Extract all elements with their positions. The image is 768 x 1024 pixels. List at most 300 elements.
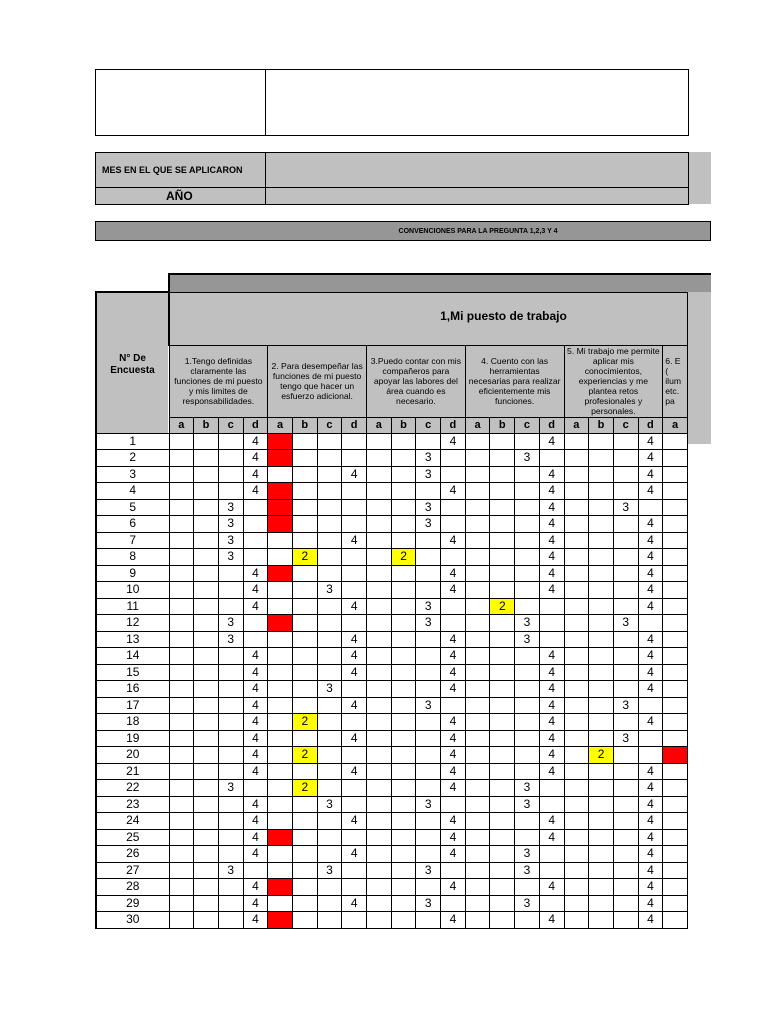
answer-cell[interactable] xyxy=(613,763,638,780)
answer-cell[interactable] xyxy=(490,648,515,665)
answer-cell[interactable]: 4 xyxy=(539,747,564,764)
answer-cell[interactable] xyxy=(194,730,219,747)
answer-cell[interactable] xyxy=(589,648,614,665)
answer-cell[interactable] xyxy=(441,862,466,879)
answer-cell[interactable] xyxy=(465,582,490,599)
answer-cell[interactable] xyxy=(515,565,540,582)
answer-cell[interactable] xyxy=(218,829,243,846)
answer-cell[interactable]: 3 xyxy=(416,466,441,483)
answer-cell[interactable] xyxy=(416,664,441,681)
answer-cell[interactable]: 4 xyxy=(441,582,466,599)
answer-cell[interactable]: 4 xyxy=(638,895,663,912)
answer-cell[interactable] xyxy=(589,631,614,648)
answer-cell[interactable] xyxy=(367,714,392,731)
answer-cell[interactable]: 3 xyxy=(317,681,342,698)
answer-cell[interactable] xyxy=(342,483,367,500)
answer-cell[interactable] xyxy=(613,598,638,615)
answer-cell[interactable] xyxy=(465,796,490,813)
answer-cell[interactable] xyxy=(490,549,515,566)
answer-cell[interactable] xyxy=(416,549,441,566)
answer-cell[interactable] xyxy=(490,483,515,500)
answer-cell[interactable] xyxy=(416,532,441,549)
answer-cell[interactable] xyxy=(613,813,638,830)
answer-cell[interactable]: 4 xyxy=(441,681,466,698)
answer-cell[interactable]: 4 xyxy=(342,532,367,549)
answer-cell[interactable]: 3 xyxy=(416,615,441,632)
answer-cell[interactable] xyxy=(317,450,342,467)
answer-cell[interactable]: 4 xyxy=(243,598,268,615)
answer-cell[interactable]: 4 xyxy=(243,483,268,500)
answer-cell[interactable]: 4 xyxy=(342,598,367,615)
answer-cell[interactable] xyxy=(416,631,441,648)
answer-cell[interactable] xyxy=(465,598,490,615)
answer-cell[interactable] xyxy=(564,796,589,813)
answer-cell[interactable] xyxy=(564,615,589,632)
answer-cell[interactable] xyxy=(194,763,219,780)
answer-cell[interactable] xyxy=(663,846,688,863)
answer-cell[interactable]: 4 xyxy=(243,714,268,731)
answer-cell[interactable] xyxy=(490,499,515,516)
answer-cell[interactable] xyxy=(515,598,540,615)
answer-cell[interactable]: 3 xyxy=(613,697,638,714)
answer-cell[interactable] xyxy=(218,796,243,813)
answer-cell[interactable]: 4 xyxy=(638,780,663,797)
answer-cell[interactable] xyxy=(490,582,515,599)
mes-value-cell[interactable] xyxy=(265,152,689,188)
answer-cell[interactable] xyxy=(169,846,194,863)
answer-cell[interactable] xyxy=(441,895,466,912)
answer-cell[interactable]: 3 xyxy=(416,598,441,615)
answer-cell[interactable] xyxy=(169,532,194,549)
answer-cell[interactable] xyxy=(663,780,688,797)
answer-cell[interactable]: 4 xyxy=(441,483,466,500)
answer-cell[interactable]: 4 xyxy=(539,516,564,533)
answer-cell[interactable] xyxy=(218,648,243,665)
answer-cell[interactable]: 4 xyxy=(342,697,367,714)
answer-cell[interactable] xyxy=(268,681,293,698)
answer-cell[interactable] xyxy=(515,747,540,764)
answer-cell[interactable] xyxy=(416,582,441,599)
answer-cell[interactable] xyxy=(317,549,342,566)
answer-cell[interactable] xyxy=(317,516,342,533)
answer-cell[interactable] xyxy=(391,747,416,764)
answer-cell[interactable] xyxy=(465,747,490,764)
answer-cell[interactable]: 4 xyxy=(638,516,663,533)
answer-cell[interactable] xyxy=(539,631,564,648)
answer-cell[interactable]: 4 xyxy=(243,681,268,698)
answer-cell[interactable] xyxy=(367,796,392,813)
answer-cell[interactable]: 3 xyxy=(515,796,540,813)
answer-cell[interactable]: 4 xyxy=(539,714,564,731)
answer-cell[interactable] xyxy=(194,862,219,879)
answer-cell[interactable]: 4 xyxy=(243,846,268,863)
answer-cell[interactable] xyxy=(292,796,317,813)
answer-cell[interactable]: 4 xyxy=(539,730,564,747)
answer-cell[interactable] xyxy=(391,450,416,467)
answer-cell[interactable] xyxy=(416,483,441,500)
answer-cell[interactable] xyxy=(515,499,540,516)
answer-cell[interactable]: 4 xyxy=(539,912,564,929)
answer-cell[interactable] xyxy=(490,763,515,780)
answer-cell[interactable] xyxy=(441,549,466,566)
answer-cell[interactable] xyxy=(342,433,367,450)
answer-cell[interactable] xyxy=(342,582,367,599)
answer-cell[interactable] xyxy=(465,433,490,450)
answer-cell[interactable] xyxy=(292,598,317,615)
answer-cell[interactable] xyxy=(564,549,589,566)
answer-cell[interactable] xyxy=(367,846,392,863)
answer-cell[interactable] xyxy=(465,532,490,549)
answer-cell[interactable]: 1 xyxy=(268,829,293,846)
answer-cell[interactable] xyxy=(465,846,490,863)
answer-cell[interactable] xyxy=(564,730,589,747)
answer-cell[interactable]: 3 xyxy=(416,697,441,714)
answer-cell[interactable]: 4 xyxy=(539,681,564,698)
answer-cell[interactable] xyxy=(441,466,466,483)
answer-cell[interactable] xyxy=(465,714,490,731)
answer-cell[interactable]: 4 xyxy=(638,631,663,648)
answer-cell[interactable] xyxy=(663,829,688,846)
answer-cell[interactable] xyxy=(268,846,293,863)
answer-cell[interactable]: 4 xyxy=(539,433,564,450)
answer-cell[interactable] xyxy=(416,433,441,450)
answer-cell[interactable] xyxy=(490,879,515,896)
answer-cell[interactable]: 4 xyxy=(342,648,367,665)
answer-cell[interactable] xyxy=(638,499,663,516)
answer-cell[interactable] xyxy=(589,598,614,615)
answer-cell[interactable] xyxy=(613,846,638,863)
answer-cell[interactable] xyxy=(490,466,515,483)
answer-cell[interactable]: 1 xyxy=(268,433,293,450)
answer-cell[interactable] xyxy=(218,433,243,450)
answer-cell[interactable] xyxy=(663,730,688,747)
answer-cell[interactable]: 4 xyxy=(342,763,367,780)
answer-cell[interactable] xyxy=(391,433,416,450)
answer-cell[interactable] xyxy=(515,532,540,549)
answer-cell[interactable] xyxy=(465,895,490,912)
answer-cell[interactable] xyxy=(564,631,589,648)
answer-cell[interactable]: 3 xyxy=(515,862,540,879)
answer-cell[interactable] xyxy=(638,697,663,714)
answer-cell[interactable]: 4 xyxy=(638,879,663,896)
answer-cell[interactable] xyxy=(416,648,441,665)
answer-cell[interactable] xyxy=(465,648,490,665)
answer-cell[interactable] xyxy=(218,664,243,681)
answer-cell[interactable]: 4 xyxy=(638,813,663,830)
answer-cell[interactable] xyxy=(515,483,540,500)
answer-cell[interactable] xyxy=(243,516,268,533)
answer-cell[interactable]: 4 xyxy=(539,565,564,582)
answer-cell[interactable] xyxy=(564,780,589,797)
answer-cell[interactable] xyxy=(490,813,515,830)
answer-cell[interactable] xyxy=(292,615,317,632)
answer-cell[interactable] xyxy=(194,780,219,797)
answer-cell[interactable] xyxy=(218,912,243,929)
answer-cell[interactable] xyxy=(564,681,589,698)
answer-cell[interactable] xyxy=(589,532,614,549)
answer-cell[interactable] xyxy=(391,565,416,582)
answer-cell[interactable] xyxy=(169,648,194,665)
answer-cell[interactable] xyxy=(194,565,219,582)
answer-cell[interactable] xyxy=(169,681,194,698)
answer-cell[interactable] xyxy=(367,697,392,714)
answer-cell[interactable] xyxy=(194,483,219,500)
answer-cell[interactable] xyxy=(663,879,688,896)
answer-cell[interactable] xyxy=(391,532,416,549)
answer-cell[interactable] xyxy=(218,697,243,714)
answer-cell[interactable] xyxy=(218,730,243,747)
answer-cell[interactable] xyxy=(663,664,688,681)
answer-cell[interactable] xyxy=(391,499,416,516)
answer-cell[interactable] xyxy=(589,780,614,797)
answer-cell[interactable] xyxy=(169,466,194,483)
answer-cell[interactable] xyxy=(292,912,317,929)
answer-cell[interactable] xyxy=(416,912,441,929)
answer-cell[interactable]: 4 xyxy=(441,714,466,731)
answer-cell[interactable] xyxy=(564,862,589,879)
answer-cell[interactable]: 3 xyxy=(218,549,243,566)
answer-cell[interactable] xyxy=(613,895,638,912)
answer-cell[interactable]: 4 xyxy=(342,895,367,912)
answer-cell[interactable] xyxy=(564,450,589,467)
answer-cell[interactable]: 4 xyxy=(243,450,268,467)
answer-cell[interactable] xyxy=(169,747,194,764)
answer-cell[interactable] xyxy=(663,631,688,648)
answer-cell[interactable] xyxy=(391,615,416,632)
answer-cell[interactable]: 4 xyxy=(539,483,564,500)
answer-cell[interactable] xyxy=(317,879,342,896)
answer-cell[interactable] xyxy=(539,895,564,912)
answer-cell[interactable] xyxy=(194,813,219,830)
answer-cell[interactable]: 4 xyxy=(539,466,564,483)
answer-cell[interactable] xyxy=(564,598,589,615)
answer-cell[interactable] xyxy=(589,565,614,582)
answer-cell[interactable] xyxy=(169,615,194,632)
answer-cell[interactable] xyxy=(367,483,392,500)
answer-cell[interactable] xyxy=(367,549,392,566)
answer-cell[interactable]: 4 xyxy=(638,565,663,582)
answer-cell[interactable] xyxy=(416,846,441,863)
answer-cell[interactable]: 4 xyxy=(441,912,466,929)
answer-cell[interactable]: 3 xyxy=(515,450,540,467)
answer-cell[interactable]: 4 xyxy=(441,846,466,863)
answer-cell[interactable] xyxy=(194,912,219,929)
answer-cell[interactable]: 4 xyxy=(243,648,268,665)
answer-cell[interactable] xyxy=(490,780,515,797)
answer-cell[interactable] xyxy=(391,846,416,863)
answer-cell[interactable] xyxy=(391,598,416,615)
answer-cell[interactable] xyxy=(663,582,688,599)
answer-cell[interactable] xyxy=(490,829,515,846)
answer-cell[interactable] xyxy=(515,714,540,731)
answer-cell[interactable] xyxy=(169,862,194,879)
answer-cell[interactable] xyxy=(342,780,367,797)
answer-cell[interactable] xyxy=(342,796,367,813)
answer-cell[interactable]: 4 xyxy=(539,582,564,599)
answer-cell[interactable]: 1 xyxy=(268,565,293,582)
answer-cell[interactable]: 4 xyxy=(342,631,367,648)
answer-cell[interactable] xyxy=(663,796,688,813)
answer-cell[interactable] xyxy=(317,763,342,780)
answer-cell[interactable] xyxy=(663,763,688,780)
answer-cell[interactable] xyxy=(169,582,194,599)
answer-cell[interactable] xyxy=(268,763,293,780)
answer-cell[interactable]: 4 xyxy=(441,565,466,582)
answer-cell[interactable]: 4 xyxy=(638,433,663,450)
answer-cell[interactable]: 4 xyxy=(243,664,268,681)
answer-cell[interactable] xyxy=(194,747,219,764)
answer-cell[interactable]: 4 xyxy=(638,450,663,467)
answer-cell[interactable] xyxy=(194,615,219,632)
answer-cell[interactable]: 4 xyxy=(539,697,564,714)
answer-cell[interactable]: 4 xyxy=(243,813,268,830)
answer-cell[interactable] xyxy=(663,714,688,731)
answer-cell[interactable] xyxy=(589,499,614,516)
answer-cell[interactable] xyxy=(613,532,638,549)
answer-cell[interactable] xyxy=(465,813,490,830)
answer-cell[interactable] xyxy=(194,549,219,566)
answer-cell[interactable]: 4 xyxy=(441,433,466,450)
answer-cell[interactable]: 4 xyxy=(342,813,367,830)
answer-cell[interactable] xyxy=(441,499,466,516)
answer-cell[interactable] xyxy=(367,631,392,648)
answer-cell[interactable] xyxy=(441,598,466,615)
answer-cell[interactable] xyxy=(367,730,392,747)
answer-cell[interactable] xyxy=(367,664,392,681)
answer-cell[interactable] xyxy=(194,532,219,549)
answer-cell[interactable] xyxy=(465,664,490,681)
answer-cell[interactable] xyxy=(391,631,416,648)
answer-cell[interactable] xyxy=(515,763,540,780)
answer-cell[interactable] xyxy=(268,582,293,599)
answer-cell[interactable] xyxy=(218,466,243,483)
answer-cell[interactable] xyxy=(268,895,293,912)
answer-cell[interactable] xyxy=(613,648,638,665)
answer-cell[interactable] xyxy=(292,895,317,912)
answer-cell[interactable] xyxy=(613,565,638,582)
answer-cell[interactable]: 4 xyxy=(243,912,268,929)
answer-cell[interactable] xyxy=(663,532,688,549)
answer-cell[interactable]: 4 xyxy=(638,846,663,863)
answer-cell[interactable] xyxy=(342,829,367,846)
answer-cell[interactable] xyxy=(268,664,293,681)
answer-cell[interactable]: 4 xyxy=(243,895,268,912)
answer-cell[interactable]: 4 xyxy=(441,813,466,830)
answer-cell[interactable] xyxy=(564,697,589,714)
answer-cell[interactable] xyxy=(317,466,342,483)
answer-cell[interactable] xyxy=(589,829,614,846)
answer-cell[interactable] xyxy=(490,433,515,450)
answer-cell[interactable] xyxy=(465,829,490,846)
answer-cell[interactable] xyxy=(194,879,219,896)
answer-cell[interactable] xyxy=(515,829,540,846)
answer-cell[interactable]: 4 xyxy=(539,532,564,549)
answer-cell[interactable] xyxy=(613,681,638,698)
answer-cell[interactable] xyxy=(589,730,614,747)
answer-cell[interactable] xyxy=(367,912,392,929)
answer-cell[interactable]: 4 xyxy=(539,664,564,681)
answer-cell[interactable] xyxy=(465,631,490,648)
answer-cell[interactable] xyxy=(613,631,638,648)
answer-cell[interactable] xyxy=(292,631,317,648)
answer-cell[interactable] xyxy=(218,895,243,912)
answer-cell[interactable] xyxy=(194,516,219,533)
answer-cell[interactable] xyxy=(292,697,317,714)
anio-value-cell[interactable] xyxy=(265,187,689,205)
answer-cell[interactable] xyxy=(367,565,392,582)
answer-cell[interactable] xyxy=(342,516,367,533)
answer-cell[interactable] xyxy=(169,483,194,500)
answer-cell[interactable] xyxy=(490,697,515,714)
answer-cell[interactable]: 4 xyxy=(638,829,663,846)
answer-cell[interactable]: 3 xyxy=(515,846,540,863)
answer-cell[interactable] xyxy=(194,450,219,467)
answer-cell[interactable] xyxy=(367,499,392,516)
answer-cell[interactable] xyxy=(367,582,392,599)
answer-cell[interactable] xyxy=(194,895,219,912)
answer-cell[interactable] xyxy=(515,433,540,450)
answer-cell[interactable] xyxy=(589,450,614,467)
answer-cell[interactable] xyxy=(367,648,392,665)
answer-cell[interactable] xyxy=(194,433,219,450)
answer-cell[interactable]: 4 xyxy=(243,879,268,896)
answer-cell[interactable]: 4 xyxy=(539,648,564,665)
answer-cell[interactable] xyxy=(292,433,317,450)
answer-cell[interactable] xyxy=(292,582,317,599)
answer-cell[interactable]: 4 xyxy=(441,879,466,896)
answer-cell[interactable] xyxy=(194,598,219,615)
answer-cell[interactable] xyxy=(218,763,243,780)
answer-cell[interactable] xyxy=(515,697,540,714)
answer-cell[interactable]: 4 xyxy=(638,483,663,500)
answer-cell[interactable]: 3 xyxy=(613,615,638,632)
answer-cell[interactable] xyxy=(465,681,490,698)
answer-cell[interactable] xyxy=(391,829,416,846)
answer-cell[interactable] xyxy=(169,895,194,912)
answer-cell[interactable] xyxy=(169,433,194,450)
answer-cell[interactable] xyxy=(342,565,367,582)
answer-cell[interactable]: 4 xyxy=(441,763,466,780)
answer-cell[interactable] xyxy=(292,483,317,500)
answer-cell[interactable] xyxy=(416,714,441,731)
answer-cell[interactable] xyxy=(367,598,392,615)
answer-cell[interactable] xyxy=(317,730,342,747)
answer-cell[interactable]: 4 xyxy=(638,912,663,929)
answer-cell[interactable] xyxy=(613,549,638,566)
answer-cell[interactable] xyxy=(490,730,515,747)
answer-cell[interactable] xyxy=(564,483,589,500)
answer-cell[interactable] xyxy=(218,714,243,731)
answer-cell[interactable] xyxy=(441,516,466,533)
answer-cell[interactable] xyxy=(243,532,268,549)
answer-cell[interactable] xyxy=(169,879,194,896)
answer-cell[interactable] xyxy=(638,730,663,747)
answer-cell[interactable]: 4 xyxy=(638,532,663,549)
answer-cell[interactable] xyxy=(490,664,515,681)
answer-cell[interactable]: 4 xyxy=(441,780,466,797)
answer-cell[interactable] xyxy=(391,681,416,698)
answer-cell[interactable] xyxy=(243,862,268,879)
answer-cell[interactable] xyxy=(194,697,219,714)
answer-cell[interactable] xyxy=(292,499,317,516)
answer-cell[interactable] xyxy=(564,813,589,830)
answer-cell[interactable] xyxy=(218,681,243,698)
answer-cell[interactable] xyxy=(564,664,589,681)
answer-cell[interactable] xyxy=(367,862,392,879)
answer-cell[interactable]: 3 xyxy=(317,582,342,599)
answer-cell[interactable]: 3 xyxy=(218,615,243,632)
answer-cell[interactable]: 3 xyxy=(515,895,540,912)
